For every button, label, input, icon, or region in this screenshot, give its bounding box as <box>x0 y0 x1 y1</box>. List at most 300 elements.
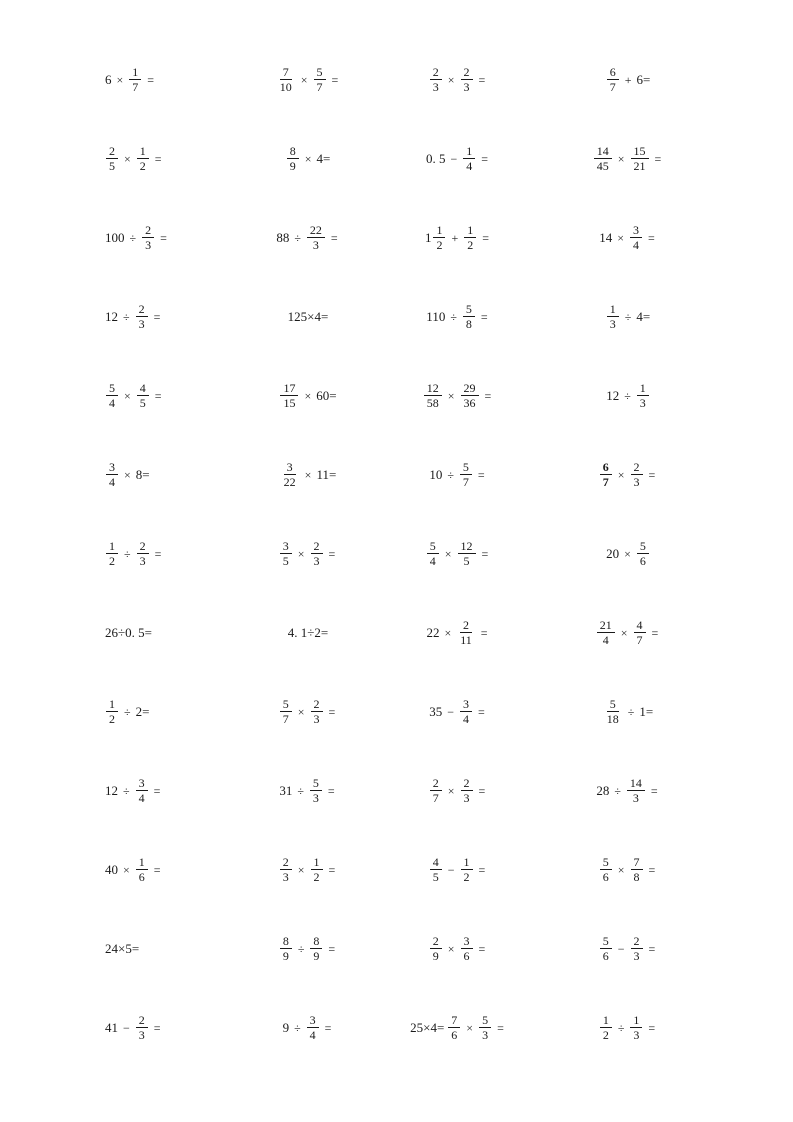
fraction-numerator: 2 <box>136 1014 148 1028</box>
operator-symbol: = <box>497 1020 504 1035</box>
operator-symbol: × <box>617 862 625 877</box>
operator-symbol: × <box>304 151 312 166</box>
number-token: 20 <box>606 546 620 561</box>
problem-45[interactable] <box>105 942 233 955</box>
operator-symbol: = <box>478 862 486 877</box>
operator-symbol: = <box>484 388 492 403</box>
fraction <box>310 777 322 804</box>
operator-symbol: ÷ <box>129 230 137 245</box>
problem-51[interactable] <box>383 1014 533 1041</box>
math-expression <box>279 935 337 962</box>
problem-row <box>105 988 723 1067</box>
fraction-numerator: 17 <box>280 382 298 396</box>
fraction-numerator: 15 <box>631 145 649 159</box>
operator-symbol: = <box>154 546 162 561</box>
operator-symbol: = <box>153 1020 161 1035</box>
problem-28[interactable] <box>533 540 723 567</box>
fraction <box>461 856 473 883</box>
fraction-numerator: 1 <box>137 145 149 159</box>
number-token: 28 <box>596 783 610 798</box>
fraction <box>136 1014 148 1041</box>
math-expression <box>606 66 651 93</box>
fraction-numerator: 1 <box>136 856 148 870</box>
problem-31[interactable] <box>383 619 533 646</box>
math-expression <box>429 935 488 962</box>
fraction-numerator: 5 <box>280 698 292 712</box>
fraction <box>600 1014 612 1041</box>
fraction <box>600 935 612 962</box>
problem-20[interactable] <box>533 382 723 409</box>
problem-38[interactable] <box>233 777 383 804</box>
fraction-denominator: 6 <box>639 554 646 568</box>
fraction-numerator: 5 <box>427 540 439 554</box>
operator-symbol: × <box>116 72 124 87</box>
problem-48[interactable] <box>533 935 723 962</box>
operator-symbol: + <box>624 72 632 87</box>
problem-6[interactable] <box>233 145 383 172</box>
fraction <box>106 540 118 567</box>
fraction-numerator: 12 <box>424 382 442 396</box>
problem-row <box>105 356 723 435</box>
fraction-denominator: 8 <box>465 317 472 331</box>
fraction <box>277 66 295 93</box>
problem-row <box>105 198 723 277</box>
fraction <box>136 777 148 804</box>
operator-symbol: × <box>300 72 308 87</box>
operator-symbol: = <box>480 309 488 324</box>
problem-11[interactable] <box>383 224 533 251</box>
operator-symbol: ÷ <box>123 309 130 324</box>
fraction-denominator: 45 <box>596 159 609 173</box>
fraction-numerator: 4 <box>634 619 646 633</box>
fraction <box>137 145 149 172</box>
problem-16[interactable] <box>533 303 723 330</box>
fraction-numerator: 1 <box>129 66 141 80</box>
operator-symbol: = <box>648 230 655 245</box>
fraction-denominator: 21 <box>633 159 646 173</box>
fraction-denominator: 3 <box>482 1028 489 1042</box>
operator-symbol: × <box>620 625 628 640</box>
fraction-numerator: 4 <box>137 382 149 396</box>
problem-37[interactable] <box>105 777 233 804</box>
math-expression <box>596 619 661 646</box>
problem-19[interactable] <box>383 382 533 409</box>
operator-symbol: ÷ <box>624 309 632 324</box>
fraction-denominator: 7 <box>636 633 643 647</box>
operator-symbol: ÷ <box>627 704 635 719</box>
fraction <box>631 461 643 488</box>
fraction-denominator: 4 <box>633 238 639 252</box>
fraction-numerator: 8 <box>280 935 292 949</box>
number-token: 8= <box>135 467 150 482</box>
operator-symbol: × <box>466 1020 474 1035</box>
math-expression <box>606 382 650 409</box>
fraction-denominator: 9 <box>313 949 320 963</box>
math-expression <box>599 935 658 962</box>
number-token: 4= <box>636 309 651 324</box>
fraction <box>634 619 646 646</box>
fraction-denominator: 5 <box>282 554 289 568</box>
fraction-numerator: 1 <box>463 145 475 159</box>
fraction-numerator: 2 <box>311 698 323 712</box>
fraction <box>463 145 475 172</box>
fraction <box>311 698 323 725</box>
number-token: 24×5= <box>105 941 140 956</box>
fraction-denominator: 58 <box>426 396 439 410</box>
math-expression <box>105 698 149 725</box>
fraction-denominator: 4 <box>463 712 469 726</box>
fraction-denominator: 15 <box>283 396 296 410</box>
fraction-numerator: 2 <box>461 66 473 80</box>
math-expression <box>286 145 331 172</box>
fraction-denominator: 7 <box>432 791 439 805</box>
fraction <box>106 145 118 172</box>
fraction-denominator: 9 <box>432 949 439 963</box>
fraction <box>137 540 149 567</box>
problem-9[interactable] <box>105 224 233 251</box>
math-expression <box>426 145 490 172</box>
operator-symbol: × <box>624 546 631 561</box>
fraction-numerator: 7 <box>280 66 292 80</box>
problem-44[interactable] <box>533 856 723 883</box>
fraction-numerator: 12 <box>458 540 476 554</box>
math-expression <box>599 1014 657 1041</box>
operator-symbol: = <box>651 625 659 640</box>
operator-symbol: − <box>450 151 458 166</box>
problem-15[interactable] <box>383 303 533 330</box>
operator-symbol: = <box>147 72 155 87</box>
fraction-denominator: 6 <box>463 949 470 963</box>
fraction-denominator: 9 <box>289 159 296 173</box>
number-token: 2= <box>135 704 150 719</box>
fraction-numerator: 6 <box>607 66 619 80</box>
number-token: 4. 1÷2= <box>287 625 329 640</box>
math-expression <box>105 461 150 488</box>
math-expression <box>429 698 487 725</box>
problem-35[interactable] <box>383 698 533 725</box>
fraction-denominator: 5 <box>463 554 470 568</box>
fraction <box>310 935 322 962</box>
problem-26[interactable] <box>233 540 383 567</box>
fraction-numerator: 3 <box>630 224 642 238</box>
fraction-denominator: 8 <box>633 870 640 884</box>
fraction-numerator: 2 <box>430 66 442 80</box>
math-expression <box>426 540 491 567</box>
math-expression <box>599 461 658 488</box>
operator-symbol: × <box>297 546 305 561</box>
problem-34[interactable] <box>233 698 383 725</box>
problem-2[interactable] <box>233 66 383 93</box>
fraction <box>311 540 323 567</box>
fraction <box>600 461 612 488</box>
fraction-denominator: 2 <box>313 870 320 884</box>
fraction-denominator: 11 <box>460 633 472 647</box>
number-token: 35 <box>429 704 443 719</box>
fraction <box>597 619 615 646</box>
fraction-denominator: 7 <box>132 80 139 94</box>
problem-30[interactable] <box>233 626 383 639</box>
fraction-denominator: 3 <box>609 317 616 331</box>
math-expression <box>105 66 156 93</box>
operator-symbol: ÷ <box>624 388 631 403</box>
fraction-numerator: 2 <box>631 461 643 475</box>
problem-52[interactable] <box>533 1014 723 1041</box>
fraction-numerator: 3 <box>280 540 292 554</box>
problem-33[interactable] <box>105 698 233 725</box>
math-expression <box>425 224 491 251</box>
problem-22[interactable] <box>233 461 383 488</box>
fraction <box>280 935 292 962</box>
operator-symbol: ÷ <box>614 783 621 798</box>
fraction <box>142 224 154 251</box>
number-token: 110 <box>426 309 446 324</box>
fraction-denominator: 3 <box>639 396 646 410</box>
operator-symbol: = <box>328 546 336 561</box>
math-expression <box>283 1014 334 1041</box>
fraction-numerator: 4 <box>430 856 442 870</box>
operator-symbol: − <box>447 862 455 877</box>
problem-46[interactable] <box>233 935 383 962</box>
fraction-denominator: 2 <box>109 554 115 568</box>
fraction <box>314 66 326 93</box>
fraction <box>627 777 645 804</box>
number-token: 11= <box>316 467 337 482</box>
math-expression <box>105 777 162 804</box>
math-expression <box>276 66 341 93</box>
problem-5[interactable] <box>105 145 233 172</box>
fraction <box>106 461 118 488</box>
problem-17[interactable] <box>105 382 233 409</box>
math-expression <box>288 310 329 323</box>
fraction-numerator: 14 <box>627 777 645 791</box>
math-expression <box>606 540 650 567</box>
fraction-numerator: 1 <box>607 303 619 317</box>
problem-24[interactable] <box>533 461 723 488</box>
operator-symbol: = <box>154 388 162 403</box>
problem-7[interactable] <box>383 145 533 172</box>
problem-row <box>105 277 723 356</box>
fraction <box>433 224 445 251</box>
problem-row <box>105 909 723 988</box>
operator-symbol: ÷ <box>294 1020 301 1035</box>
fraction <box>630 1014 642 1041</box>
fraction-numerator: 2 <box>430 777 442 791</box>
fraction-numerator: 1 <box>106 698 118 712</box>
fraction <box>106 382 118 409</box>
problem-47[interactable] <box>383 935 533 962</box>
problem-27[interactable] <box>383 540 533 567</box>
problem-13[interactable] <box>105 303 233 330</box>
operator-symbol: = <box>654 151 662 166</box>
math-expression <box>429 66 488 93</box>
problem-40[interactable] <box>533 777 723 804</box>
number-token: 25×4= <box>410 1020 445 1035</box>
problem-49[interactable] <box>105 1014 233 1041</box>
fraction-denominator: 7 <box>602 475 609 489</box>
problem-23[interactable] <box>383 461 533 488</box>
fraction <box>307 224 325 251</box>
fraction <box>637 540 649 567</box>
operator-symbol: = <box>153 309 161 324</box>
problem-36[interactable] <box>533 698 723 725</box>
fraction <box>430 66 442 93</box>
fraction-denominator: 3 <box>139 554 146 568</box>
fraction-numerator: 1 <box>106 540 118 554</box>
operator-symbol: = <box>153 862 161 877</box>
problem-10[interactable] <box>233 224 383 251</box>
fraction-denominator: 36 <box>463 396 476 410</box>
problem-8[interactable] <box>533 145 723 172</box>
problem-39[interactable] <box>383 777 533 804</box>
fraction-numerator: 1 <box>600 1014 612 1028</box>
math-expression <box>279 856 338 883</box>
problem-12[interactable] <box>533 224 723 251</box>
fraction <box>307 1014 319 1041</box>
fraction-denominator: 4 <box>109 475 115 489</box>
fraction <box>457 619 475 646</box>
math-expression <box>105 303 162 330</box>
math-expression <box>603 698 653 725</box>
math-expression <box>423 382 494 409</box>
fraction-denominator: 22 <box>283 475 296 489</box>
mixed-whole-part: 1 <box>424 230 432 245</box>
fraction-numerator: 3 <box>136 777 148 791</box>
fraction-numerator: 5 <box>106 382 118 396</box>
fraction-numerator: 2 <box>430 935 442 949</box>
fraction-numerator: 2 <box>631 935 643 949</box>
number-token: 0. 5 <box>425 151 446 166</box>
problem-50[interactable] <box>233 1014 383 1041</box>
fraction-numerator: 2 <box>136 303 148 317</box>
fraction-denominator: 7 <box>609 80 616 94</box>
fraction-numerator: 2 <box>461 777 473 791</box>
number-token: 60= <box>316 388 337 403</box>
fraction-denominator: 4 <box>466 159 473 173</box>
math-expression <box>606 303 650 330</box>
problem-row <box>105 514 723 593</box>
number-token: 12 <box>105 309 118 324</box>
operator-symbol: = <box>153 783 161 798</box>
problem-42[interactable] <box>233 856 383 883</box>
operator-symbol: = <box>478 783 486 798</box>
fraction-denominator: 7 <box>316 80 323 94</box>
fraction <box>430 777 442 804</box>
fraction-denominator: 3 <box>463 80 470 94</box>
number-token: 6 <box>105 72 112 87</box>
number-token: 10 <box>429 467 443 482</box>
fraction-numerator: 3 <box>106 461 118 475</box>
fraction-numerator: 2 <box>460 619 472 633</box>
fraction-denominator: 3 <box>312 238 319 252</box>
operator-symbol: ÷ <box>447 467 454 482</box>
fraction-numerator: 29 <box>461 382 479 396</box>
fraction <box>464 224 476 251</box>
operator-symbol: − <box>447 704 454 719</box>
problem-18[interactable] <box>233 382 383 409</box>
fraction-denominator: 18 <box>606 712 619 726</box>
problem-3[interactable] <box>383 66 533 93</box>
fraction-numerator: 5 <box>607 698 619 712</box>
fraction-numerator: 7 <box>448 1014 460 1028</box>
operator-symbol: × <box>123 862 130 877</box>
operator-symbol: ÷ <box>450 309 457 324</box>
fraction-numerator: 7 <box>631 856 643 870</box>
fraction <box>460 461 472 488</box>
math-expression <box>105 145 164 172</box>
fraction <box>463 303 475 330</box>
operator-symbol: ÷ <box>124 704 131 719</box>
operator-symbol: = <box>331 72 339 87</box>
problem-25[interactable] <box>105 540 233 567</box>
fraction-numerator: 2 <box>311 540 323 554</box>
operator-symbol: − <box>617 941 625 956</box>
fraction-numerator: 5 <box>463 303 475 317</box>
fraction <box>631 856 643 883</box>
operator-symbol: × <box>447 941 455 956</box>
fraction-numerator: 3 <box>284 461 296 475</box>
fraction-numerator: 5 <box>310 777 322 791</box>
problem-4[interactable] <box>533 66 723 93</box>
operator-symbol: × <box>447 72 455 87</box>
problem-row <box>105 40 723 119</box>
operator-symbol: × <box>444 546 452 561</box>
math-expression <box>426 303 489 330</box>
fraction-denominator: 7 <box>282 712 289 726</box>
fraction-numerator: 14 <box>594 145 612 159</box>
fraction <box>604 698 622 725</box>
fraction <box>280 698 292 725</box>
fraction <box>448 1014 460 1041</box>
problem-1[interactable] <box>105 66 233 93</box>
problem-14[interactable] <box>233 310 383 323</box>
operator-symbol: = <box>330 230 338 245</box>
math-expression <box>599 224 657 251</box>
operator-symbol: = <box>328 941 336 956</box>
fraction-denominator: 2 <box>109 712 115 726</box>
problem-29[interactable] <box>105 626 233 639</box>
fraction-denominator: 5 <box>139 396 146 410</box>
fraction-denominator: 6 <box>451 1028 458 1042</box>
operator-symbol: = <box>480 625 488 640</box>
operator-symbol: × <box>304 467 312 482</box>
problem-row <box>105 751 723 830</box>
number-token: 88 <box>276 230 290 245</box>
math-expression <box>105 382 164 409</box>
fraction-denominator: 2 <box>467 238 474 252</box>
operator-symbol: × <box>297 862 305 877</box>
fraction-numerator: 1 <box>464 224 476 238</box>
operator-symbol: ÷ <box>617 1020 625 1035</box>
fraction <box>461 777 473 804</box>
math-expression <box>105 1014 163 1041</box>
number-token: 4= <box>316 151 331 166</box>
problem-32[interactable] <box>533 619 723 646</box>
fraction-numerator: 5 <box>600 935 612 949</box>
fraction-numerator: 5 <box>637 540 649 554</box>
fraction <box>280 540 292 567</box>
operator-symbol: = <box>482 230 490 245</box>
problem-41[interactable] <box>105 856 233 883</box>
fraction-denominator: 2 <box>436 238 443 252</box>
operator-symbol: = <box>648 862 656 877</box>
fraction-denominator: 4 <box>429 554 436 568</box>
operator-symbol: = <box>328 704 336 719</box>
operator-symbol: ÷ <box>124 546 131 561</box>
problem-43[interactable] <box>383 856 533 883</box>
number-token: 31 <box>279 783 293 798</box>
problem-21[interactable] <box>105 461 233 488</box>
math-expression <box>288 626 328 639</box>
